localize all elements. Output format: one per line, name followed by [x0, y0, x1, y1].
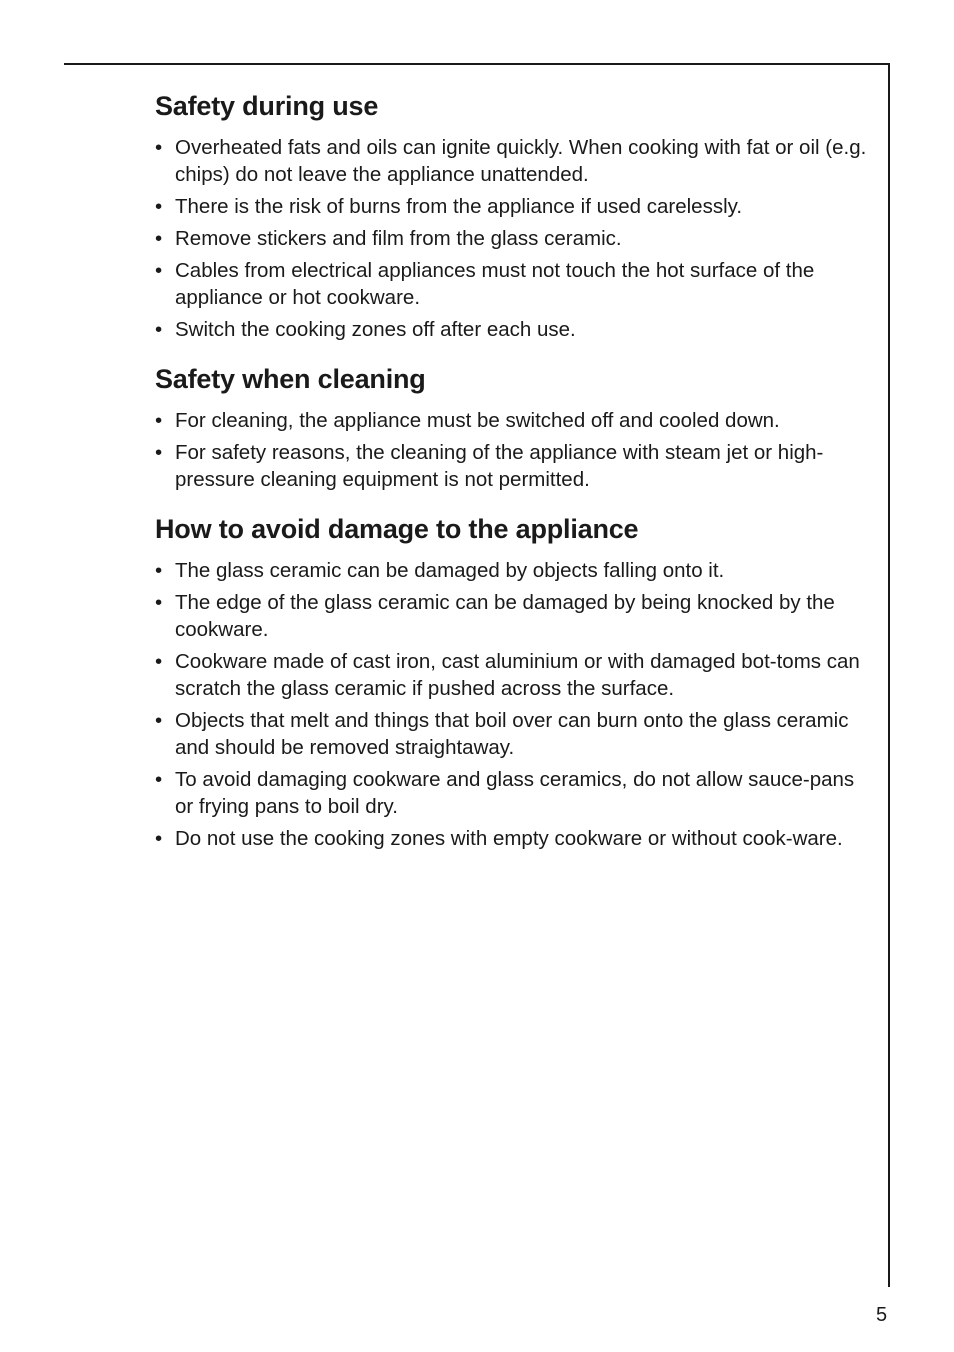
page-content — [155, 88, 867, 870]
list-item — [155, 193, 867, 220]
list-item-text: Do not use the cooking zones with empty cookware or without cook-ware. — [175, 827, 843, 850]
list-item-text: For safety reasons, the cleaning of the appliance with steam jet or high-pressure cleaning equipment is not permitted. — [175, 441, 824, 491]
list-item — [155, 589, 867, 643]
list-item-text: Overheated fats and oils can ignite quickly. When cooking with fat or oil (e.g. chips) do not leave the appliance unattended. — [175, 136, 867, 186]
list-item-text: Cookware made of cast iron, cast aluminium or with damaged bot-toms can scratch the glass ceramic if pushed across the surface. — [175, 650, 860, 700]
bullet-icon: • — [155, 591, 163, 614]
list-item — [155, 557, 867, 584]
list-item — [155, 825, 867, 852]
bullet-icon: • — [155, 409, 163, 432]
bullet-list — [155, 557, 867, 852]
page-number: 5 — [876, 1304, 888, 1326]
section-title: Safety when cleaning — [155, 364, 426, 394]
list-item-text: There is the risk of burns from the appliance if used carelessly. — [175, 195, 743, 218]
bullet-icon: • — [155, 709, 163, 732]
list-item — [155, 766, 867, 820]
section-safety-during-use — [155, 88, 867, 343]
list-item-text: To avoid damaging cookware and glass ceramics, do not allow sauce-pans or frying pans to boil dry. — [175, 768, 855, 818]
list-item-text: The edge of the glass ceramic can be damaged by being knocked by the cookware. — [175, 591, 835, 641]
bullet-list — [155, 407, 867, 493]
bullet-icon: • — [155, 650, 163, 673]
top-rule — [64, 63, 890, 65]
list-item-text: The glass ceramic can be damaged by objects falling onto it. — [175, 559, 725, 582]
list-item-text: Cables from electrical appliances must not touch the hot surface of the appliance or hot cookware. — [175, 259, 815, 309]
bullet-icon: • — [155, 441, 163, 464]
list-item — [155, 225, 867, 252]
bullet-icon: • — [155, 768, 163, 791]
bullet-icon: • — [155, 227, 163, 250]
section-title: Safety during use — [155, 91, 379, 121]
list-item-text: Remove stickers and film from the glass ceramic. — [175, 227, 622, 250]
bullet-icon: • — [155, 136, 163, 159]
bullet-list — [155, 134, 867, 343]
bullet-icon: • — [155, 559, 163, 582]
list-item — [155, 407, 867, 434]
section-title: How to avoid damage to the appliance — [155, 514, 639, 544]
section-avoid-damage — [155, 511, 867, 852]
list-item — [155, 316, 867, 343]
list-item-text: For cleaning, the appliance must be switched off and cooled down. — [175, 409, 780, 432]
list-item — [155, 134, 867, 188]
list-item — [155, 439, 867, 493]
section-safety-when-cleaning — [155, 361, 867, 493]
bullet-icon: • — [155, 195, 163, 218]
right-rule — [888, 63, 890, 1287]
bullet-icon: • — [155, 827, 163, 850]
bullet-icon: • — [155, 318, 163, 341]
list-item-text: Objects that melt and things that boil over can burn onto the glass ceramic and should be removed straightaway. — [175, 709, 849, 759]
list-item — [155, 707, 867, 761]
list-item — [155, 648, 867, 702]
list-item-text: Switch the cooking zones off after each use. — [175, 318, 576, 341]
bullet-icon: • — [155, 259, 163, 282]
list-item — [155, 257, 867, 311]
